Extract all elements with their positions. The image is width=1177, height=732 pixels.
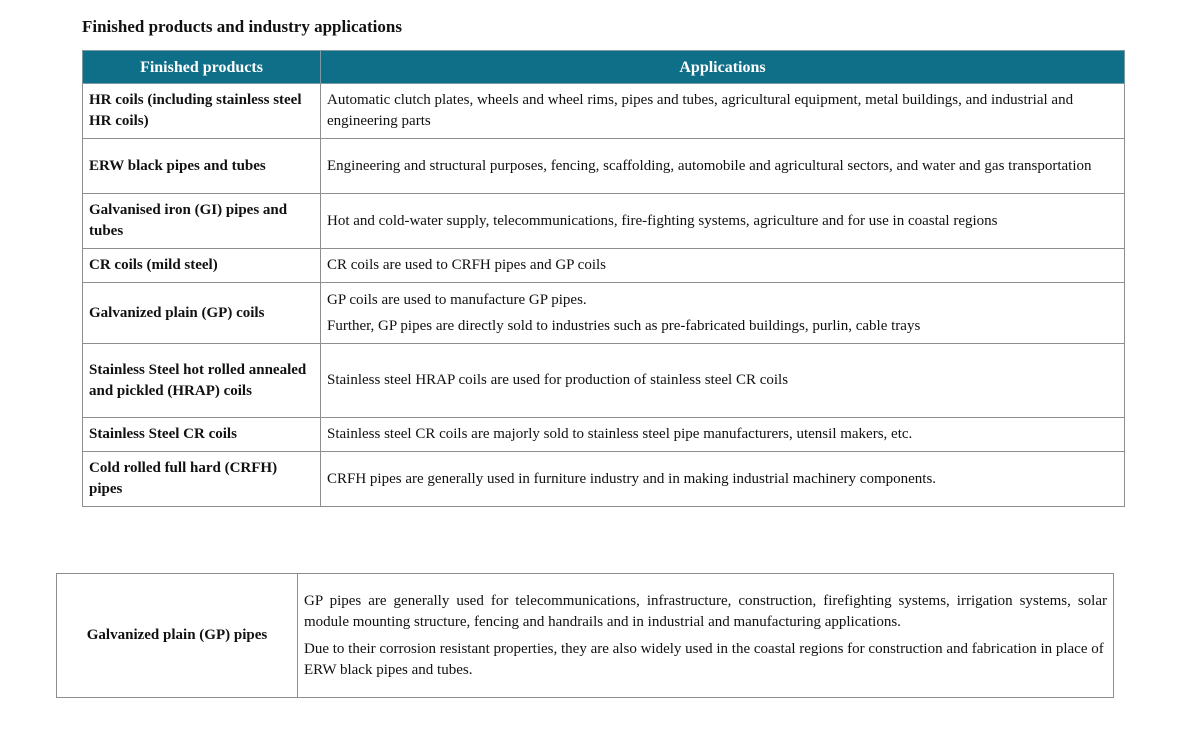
applications-cell — [321, 283, 1125, 344]
applications-cell — [298, 574, 1114, 698]
applications-cell — [321, 452, 1125, 507]
table-row — [83, 84, 1125, 139]
application-text: Engineering and structural purposes, fencing, scaffolding, automobile and agricultural sectors, and water and gas transportation — [327, 157, 1092, 174]
table-row — [83, 344, 1125, 418]
application-text: Stainless steel CR coils are majorly sold to stainless steel pipe manufacturers, utensil makers, etc. — [327, 426, 913, 442]
application-text: Further, GP pipes are directly sold to industries such as pre-fabricated buildings, purlin, cable trays — [327, 317, 921, 334]
application-text: Hot and cold-water supply, telecommunications, fire-fighting systems, agriculture and for use in coastal regions — [327, 212, 998, 229]
table-row — [83, 283, 1125, 344]
applications-cell — [321, 139, 1125, 194]
product-cell: CR coils (mild steel) — [83, 249, 321, 283]
product-cell: Galvanized plain (GP) pipes — [57, 574, 298, 698]
applications-cell — [321, 84, 1125, 139]
table-header-row — [83, 51, 1125, 84]
table-row — [83, 452, 1125, 507]
application-text: GP coils are used to manufacture GP pipes. — [327, 291, 587, 308]
applications-cell — [321, 344, 1125, 418]
application-text: Automatic clutch plates, wheels and wheel rims, pipes and tubes, agricultural equipment, metal buildings, and industrial and engineering parts — [327, 92, 1074, 129]
product-cell: Galvanized plain (GP) coils — [83, 283, 321, 344]
page-heading: Finished products and industry applications — [82, 17, 402, 36]
applications-cell — [321, 418, 1125, 452]
table-row — [57, 574, 1114, 698]
header-applications: Applications — [321, 51, 1125, 84]
application-text: Due to their corrosion resistant properties, they are also widely used in the coastal regions for construction and fabrication in place of ERW black pipes and tubes. — [304, 640, 1104, 678]
application-text: CR coils are used to CRFH pipes and GP coils — [327, 257, 607, 273]
applications-cell — [321, 194, 1125, 249]
application-text: Stainless steel HRAP coils are used for production of stainless steel CR coils — [327, 372, 789, 388]
product-cell: Stainless Steel CR coils — [83, 418, 321, 452]
products-applications-table — [82, 50, 1125, 507]
product-cell: Cold rolled full hard (CRFH) pipes — [83, 452, 321, 507]
applications-cell — [321, 249, 1125, 283]
application-text: GP pipes are generally used for telecommunications, infrastructure, construction, firefighting systems, irrigation systems, solar module mounting structure, fencing and handrails and in industrial and manufacturing applications. — [304, 592, 1107, 630]
product-cell: Galvanised iron (GI) pipes and tubes — [83, 194, 321, 249]
product-cell: Stainless Steel hot rolled annealed and pickled (HRAP) coils — [83, 344, 321, 418]
table-row — [83, 249, 1125, 283]
table-row — [83, 194, 1125, 249]
product-cell: HR coils (including stainless steel HR coils) — [83, 84, 321, 139]
header-finished-products: Finished products — [83, 51, 321, 84]
table-row — [83, 139, 1125, 194]
gp-pipes-table — [56, 573, 1114, 698]
table-row — [83, 418, 1125, 452]
product-cell: ERW black pipes and tubes — [83, 139, 321, 194]
application-text: CRFH pipes are generally used in furniture industry and in making industrial machinery components. — [327, 470, 937, 487]
